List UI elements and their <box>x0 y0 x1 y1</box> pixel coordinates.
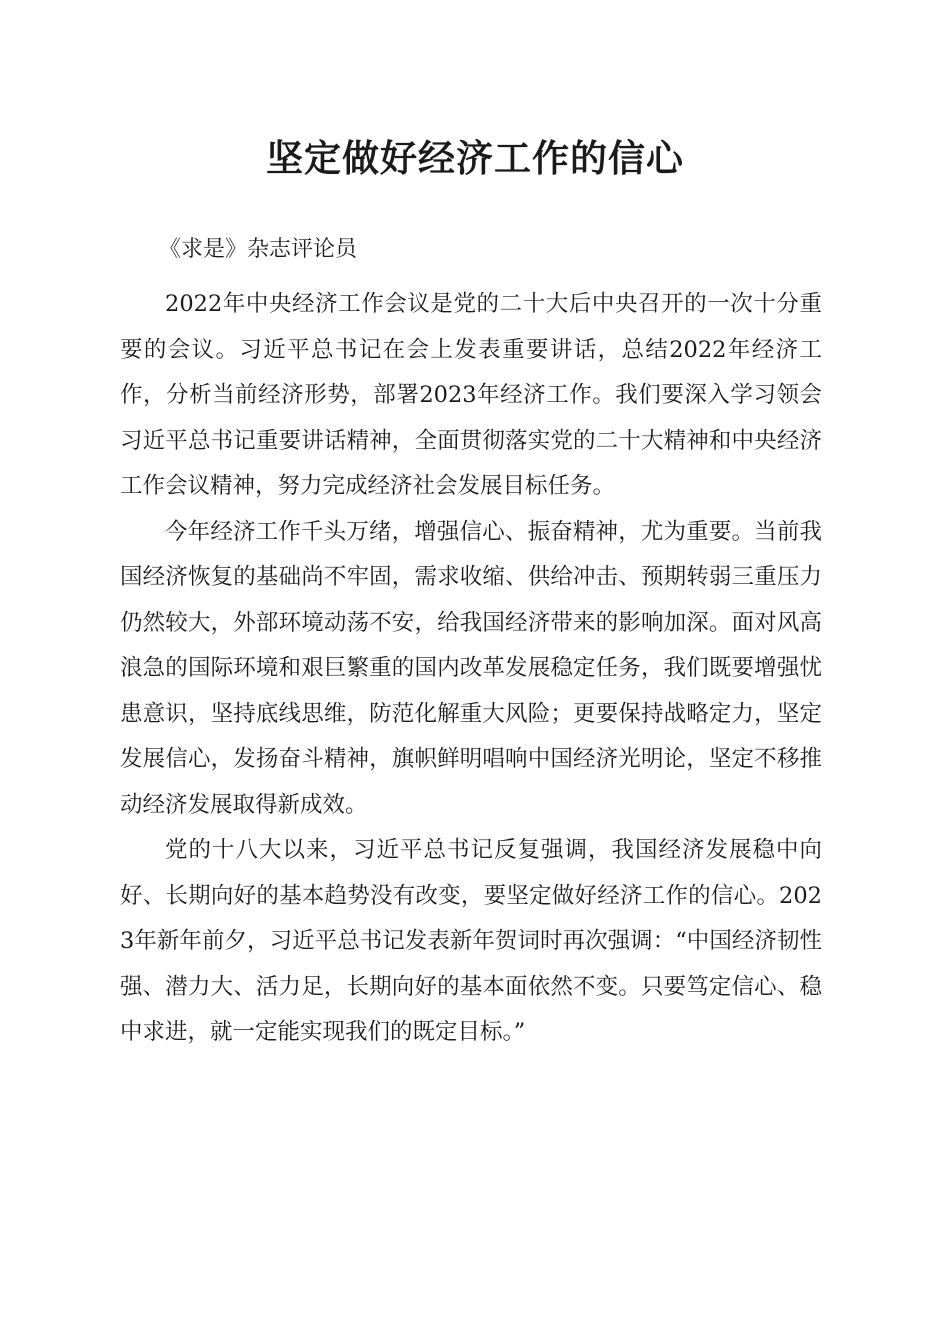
document-body <box>120 282 822 1056</box>
paragraph-3: 党的十八大以来，习近平总书记反复强调，我国经济发展稳中向好、长期向好的基本趋势没有改变，要坚定做好经济工作的信心。2023年新年前夕，习近平总书记发表新年贺词时再次强调：“中国经济韧性强、潜力大、活力足，长期向好的基本面依然不变。只要笃定信心、稳中求进，就一定能实现我们的既定目标。” <box>120 837 822 1045</box>
document-title: 坚定做好经济工作的信心 <box>266 136 684 180</box>
paragraph-1: 2022年中央经济工作会议是党的二十大后中央召开的一次十分重要的会议。习近平总书记在会上发表重要讲话，总结2022年经济工作，分析当前经济形势，部署2023年经济工作。我们要深入学习领会习近平总书记重要讲话精神，全面贯彻落实党的二十大精神和中央经济工作会议精神，努力完成经济社会发展目标任务。 <box>120 291 822 499</box>
document-byline: 《求是》杂志评论员 <box>159 237 358 262</box>
paragraph-2: 今年经济工作千头万绪，增强信心、振奋精神，尤为重要。当前我国经济恢复的基础尚不牢固，需求收缩、供给冲击、预期转弱三重压力仍然较大，外部环境动荡不安，给我国经济带来的影响加深。面对风高浪急的国际环境和艰巨繁重的国内改革发展稳定任务，我们既要增强忧患意识，坚持底线思维，防范化解重大风险；更要保持战略定力，坚定发展信心，发扬奋斗精神，旗帜鲜明唱响中国经济光明论，坚定不移推动经济发展取得新成效。 <box>120 518 822 818</box>
